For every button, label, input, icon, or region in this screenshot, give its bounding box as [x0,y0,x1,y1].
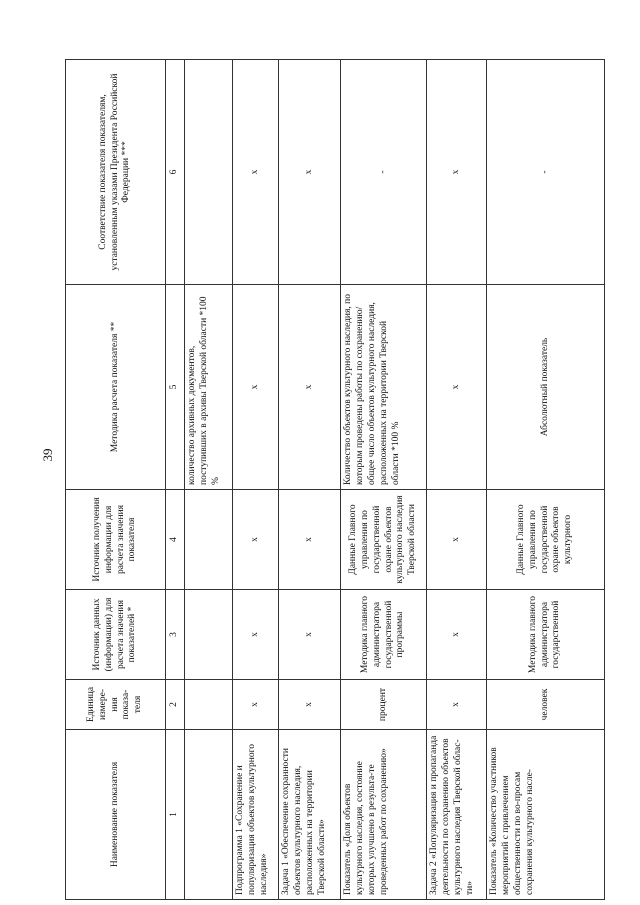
table-cell: - [341,60,427,285]
header-unit: Единица измере-ния показа-теля [66,680,166,730]
header-data-source: Источник данных (информации) для расчета значения показателей * [66,590,166,680]
table-row [233,60,279,900]
table-cell: x [427,680,487,730]
table-cell: Методика главного администратора государственной [487,590,605,680]
table-cell: Задача 2 «Популяризация и пропаганда деятельности по сохранению объектов культурного наследия Тверской облас-ти» [427,730,487,900]
table-cell: x [233,590,279,680]
table-cell: количество архивных документов, поступивших в архивы Тверской области *100 % [185,285,233,490]
table-cell: x [233,285,279,490]
indicators-table [65,59,605,900]
table-cell: x [427,285,487,490]
table-cell: x [233,680,279,730]
table-cell: x [279,285,341,490]
table-cell: Методика главного администратора государственной программы [341,590,427,680]
table-cell: x [279,680,341,730]
table-cell: Подпрограмма 1 «Сохранение и популяризация объектов культурного наследия» [233,730,279,900]
table-row [427,60,487,900]
table-cell: Данные Главного управления по государственной охране объектов культурного [487,490,605,590]
column-number: 2 [166,680,185,730]
column-number: 5 [166,285,185,490]
page-number: 39 [40,448,55,462]
column-number: 1 [166,730,185,900]
table-row [185,60,233,900]
rotated-table-container [65,60,605,900]
table-cell: x [427,490,487,590]
table-row [279,60,341,900]
table-row [487,60,605,900]
header-correspondence: Соответствие показателя показателям, установленным указами Президента Российской Федерации *** [66,60,166,285]
table-cell: Показатель «Количество участников мероприятий с привлечением общественности по во-просам сохранения культурного насле- [487,730,605,900]
table-cell: человек [487,680,605,730]
table-cell: - [487,60,605,285]
table-cell: Данные Главного управления по государственной охране объектов культурного наследия Тверской области [341,490,427,590]
column-number: 4 [166,490,185,590]
table-cell: x [279,490,341,590]
table-cell [185,60,233,285]
table-cell: x [233,490,279,590]
header-info-source: Источник получения информации для расчета значения показателя [66,490,166,590]
table-cell: Показатель «Доля объектов культурного наследия, состояние которых улучшено в результа-те проведенных работ по сохранению» [341,730,427,900]
table-cell: x [233,60,279,285]
column-number: 6 [166,60,185,285]
table-cell: x [427,590,487,680]
table-cell [185,730,233,900]
header-row [66,60,166,900]
column-number-row [166,60,185,900]
table-cell: Количество объектов культурного наследия, по которым проведены работы по сохранению/ общее число объектов культурного наследия, расположенных на территории Тверской области *100 % [341,285,427,490]
table-cell [185,590,233,680]
table-row [341,60,427,900]
table-cell [185,680,233,730]
column-number: 3 [166,590,185,680]
header-method: Методика расчета показателя ** [66,285,166,490]
table-cell [185,490,233,590]
table-cell: x [279,60,341,285]
table-cell: x [427,60,487,285]
header-name: Наименование показателя [66,730,166,900]
table-cell: Абсолютный показатель [487,285,605,490]
table-cell: процент [341,680,427,730]
table-cell: x [279,590,341,680]
table-cell: Задача 1 «Обеспечение сохранности объектов культурного наследия, расположенных на территории Тверской области» [279,730,341,900]
